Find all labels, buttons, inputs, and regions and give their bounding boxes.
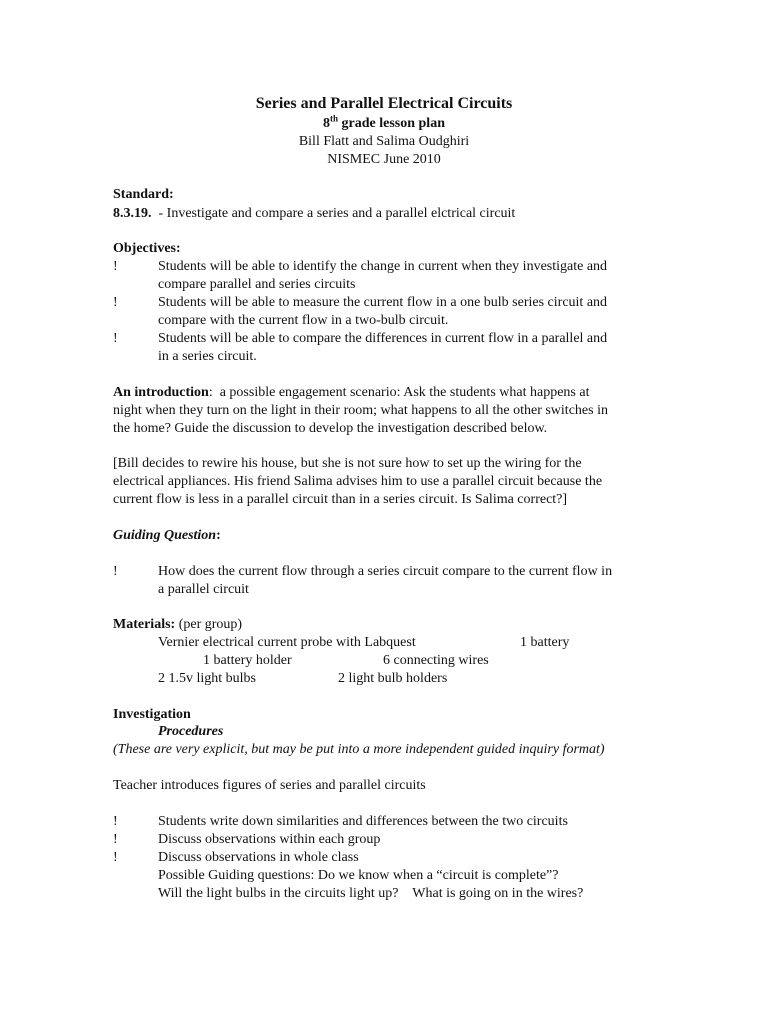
introduction-paragraph <box>113 384 653 438</box>
guiding-questions-line: Will the light bulbs in the circuits light up? What is going on in the wires? <box>158 886 584 901</box>
bullet-mark: ! <box>113 850 118 865</box>
standard-line <box>113 205 653 223</box>
objective-line: compare with the current flow in a two-bulb circuit. <box>158 313 449 328</box>
procedure-item: Discuss observations in whole class <box>158 850 359 865</box>
materials-label: Materials: <box>113 617 176 632</box>
scenario-line: electrical appliances. His friend Salima advises him to use a parallel circuit because the <box>113 474 603 489</box>
materials-heading <box>113 616 653 634</box>
objective-line: in a series circuit. <box>158 349 257 364</box>
materials-note: (per group) <box>175 617 243 632</box>
bullet-mark: ! <box>113 295 118 310</box>
guiding-question-heading <box>113 527 653 545</box>
objectives-heading: Objectives: <box>113 241 181 256</box>
guiding-question-colon: : <box>216 528 221 543</box>
grade-text: grade lesson plan <box>338 116 445 131</box>
procedures-note: (These are very explicit, but may be put into a more independent guided inquiry format) <box>113 742 605 757</box>
guiding-questions-line: Possible Guiding questions: Do we know when a “circuit is complete”? <box>158 868 559 883</box>
material-battery: 1 battery <box>520 635 570 650</box>
guiding-question-label: Guiding Question <box>113 528 217 543</box>
material-bulb-holders: 2 light bulb holders <box>338 671 448 686</box>
procedures-heading: Procedures <box>158 724 224 739</box>
teacher-intro-line: Teacher introduces figures of series and parallel circuits <box>113 778 426 793</box>
standard-text: - Investigate and compare a series and a parallel elctrical circuit <box>151 206 516 221</box>
introduction-line: night when they turn on the light in their room; what happens to all the other switches in <box>113 403 608 418</box>
scenario-paragraph <box>113 455 653 509</box>
material-bulbs: 2 1.5v light bulbs <box>158 671 257 686</box>
material-wires: 6 connecting wires <box>383 653 489 668</box>
scenario-line: [Bill decides to rewire his house, but she is not sure how to set up the wiring for the <box>113 456 582 471</box>
bullet-mark: ! <box>113 259 118 274</box>
investigation-heading: Investigation <box>113 707 191 722</box>
material-probe: Vernier electrical current probe with Labquest <box>158 635 416 650</box>
scenario-line: current flow is less in a parallel circuit than in a series circuit. Is Salima correct?] <box>113 492 568 507</box>
bullet-mark: ! <box>113 331 118 346</box>
document-title: Series and Parallel Electrical Circuits <box>255 95 513 112</box>
guiding-question-line: How does the current flow through a series circuit compare to the current flow in <box>158 564 613 579</box>
objective-line: compare parallel and series circuits <box>158 277 356 292</box>
authors-line: Bill Flatt and Salima Oudghiri <box>298 134 470 149</box>
introduction-label: An introduction <box>113 385 209 400</box>
introduction-line: : a possible engagement scenario: Ask the students what happens at <box>208 385 590 400</box>
grade-suffix: th <box>330 113 339 124</box>
guiding-question-line: a parallel circuit <box>158 582 249 597</box>
event-line: NISMEC June 2010 <box>327 152 441 167</box>
grade-number: 8 <box>323 116 330 131</box>
bullet-mark: ! <box>113 564 118 579</box>
objective-line: Students will be able to compare the differences in current flow in a parallel and <box>158 331 608 346</box>
standard-code: 8.3.19. <box>113 206 152 221</box>
procedure-item: Discuss observations within each group <box>158 832 381 847</box>
bullet-mark: ! <box>113 814 118 829</box>
grade-line <box>0 115 768 133</box>
objective-line: Students will be able to measure the current flow in a one bulb series circuit and <box>158 295 608 310</box>
bullet-mark: ! <box>113 832 118 847</box>
objective-line: Students will be able to identify the change in current when they investigate and <box>158 259 608 274</box>
material-battery-holder: 1 battery holder <box>203 653 292 668</box>
procedure-item: Students write down similarities and differences between the two circuits <box>158 814 568 829</box>
standard-heading: Standard: <box>113 187 174 202</box>
introduction-line: the home? Guide the discussion to develop the investigation described below. <box>113 421 548 436</box>
